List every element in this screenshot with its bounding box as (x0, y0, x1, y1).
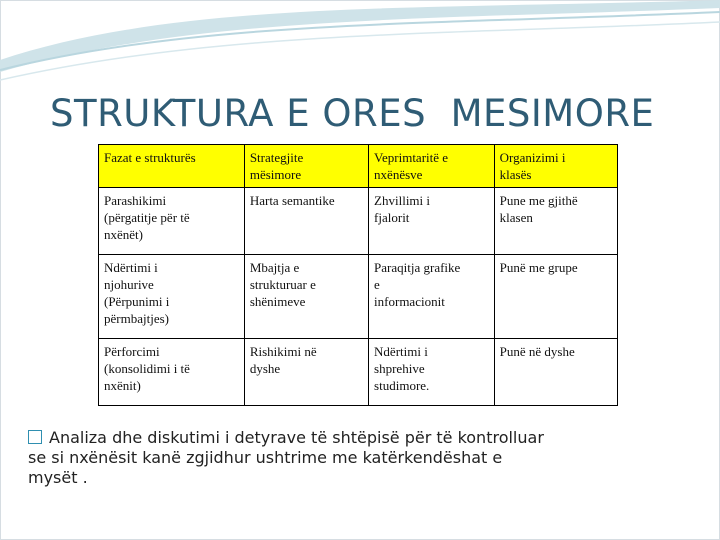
header-cell (99, 145, 245, 188)
cell-text: Parashikimi (përgatitje për të nxënët) (104, 193, 190, 242)
cell-text: Harta semantike (249, 193, 335, 208)
table-cell (244, 255, 368, 339)
cell-text: Pune me gjithë klasen (499, 193, 578, 225)
header-cell (244, 145, 368, 188)
header-text: Veprimtaritë e nxënësve (374, 150, 449, 182)
table-cell (494, 255, 617, 339)
header-text: Strategjite mësimore (249, 150, 304, 182)
bullet-text: Analiza dhe diskutimi i detyrave të shtëpisë për të kontrolluar se si nxënësit kanë zgjidhur ushtrime me katërkendëshat e mysët . (28, 428, 544, 487)
table-cell (99, 339, 245, 406)
cell-text: Punë në dyshe (499, 344, 575, 359)
cell-text: Paraqitja grafike e informacionit (374, 260, 461, 309)
cell-text: Mbajtja e strukturuar e shënimeve (249, 260, 316, 309)
cell-text: Ndërtimi i njohurive (Përpunimi i përmbajtjes) (104, 260, 170, 326)
cell-text: Zhvillimi i fjalorit (374, 193, 431, 225)
table-header-row (99, 145, 618, 188)
table-row (99, 339, 618, 406)
table-cell (369, 188, 495, 255)
lesson-structure-table (98, 144, 618, 406)
cell-text: Ndërtimi i shprehive studimore. (374, 344, 430, 393)
slide-title: STRUKTURA E ORES MESIMORE (50, 92, 655, 135)
cell-text: Rishikimi në dyshe (249, 344, 317, 376)
table-cell (244, 339, 368, 406)
table-cell (99, 188, 245, 255)
bullet-square-icon (28, 430, 42, 444)
table-cell (99, 255, 245, 339)
cell-text: Punë me grupe (499, 260, 578, 275)
table-cell (494, 188, 617, 255)
table-cell (369, 255, 495, 339)
header-text: Fazat e strukturës (104, 150, 196, 165)
table-cell (494, 339, 617, 406)
header-cell (494, 145, 617, 188)
decorative-swoosh (0, 0, 720, 100)
table-cell (369, 339, 495, 406)
bullet-item (28, 428, 688, 488)
header-text: Organizimi i klasës (499, 150, 566, 182)
table-cell (244, 188, 368, 255)
header-cell (369, 145, 495, 188)
cell-text: Përforcimi (konsolidimi i të nxënit) (104, 344, 190, 393)
table-row (99, 188, 618, 255)
table-row (99, 255, 618, 339)
